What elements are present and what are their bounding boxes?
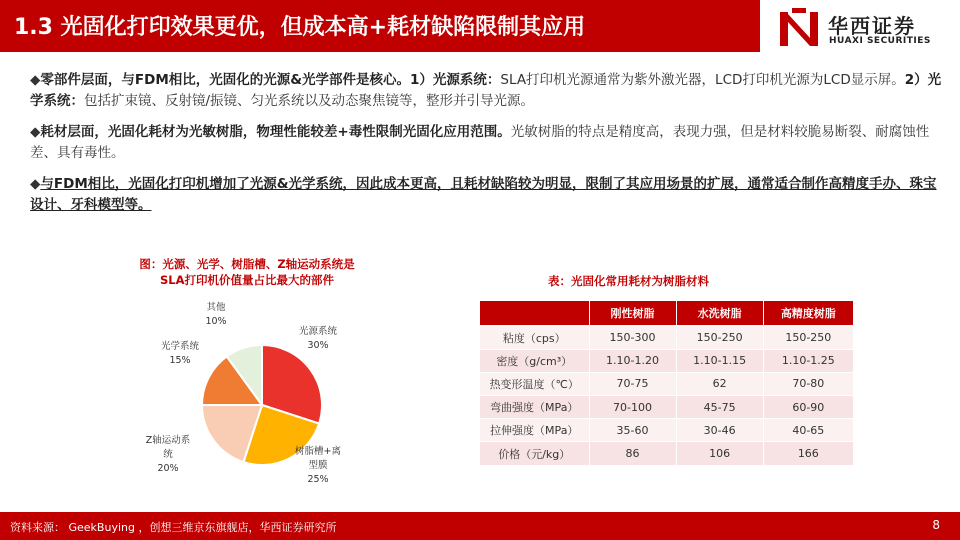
bullet-text: 光敏树脂的特点是精度高，表现力强，但是材料较脆易断裂、耐腐蚀性差、具有毒性。 [30,124,930,161]
table-cell: 30-46 [676,419,763,442]
bullet-text: SLA打印机光源通常为紫外激光器，LCD打印机光源为LCD显示屏。 [500,72,905,88]
table-row [480,372,854,395]
table-header-corner [480,301,589,326]
table-row [480,419,854,442]
table-cell: 70-80 [763,372,853,395]
table-cell: 106 [676,442,763,465]
table-cell: 150-300 [589,326,676,349]
bullet-components [30,70,948,112]
company-logo [778,8,958,52]
pie-chart [0,290,420,500]
footer-bar [0,512,960,540]
logo-chinese-name: 华西证券 [828,14,916,38]
bullet-text: 包括扩束镜、反射镜/振镜、匀光系统以及动态聚焦镜等，整形并引导光源。 [84,93,535,109]
bullet-conclusion [30,174,948,216]
table-cell: 40-65 [763,419,853,442]
materials-table [480,301,854,466]
page-title: 1.3 光固化打印效果更优，但成本高+耗材缺陷限制其应用 [14,15,586,40]
table-header-cell: 高精度树脂 [763,301,853,326]
pie-slice-label: Z轴运动系 [145,435,191,446]
figure-title-line1: 图：光源、光学、树脂槽、Z轴运动系统是 [139,257,355,271]
title-bar [0,0,760,52]
pie-slice-percent: 10% [205,316,227,327]
page-number: 8 [932,518,940,532]
table-header-row [480,301,854,326]
table-row [480,442,854,465]
table-row [480,326,854,349]
pie-slice-label: 光学系统 [160,341,200,352]
table-cell: 35-60 [589,419,676,442]
pie-slice-label: 其他 [206,302,226,313]
table-row-label: 价格（元/kg） [480,442,589,465]
pie-slice-label: 型膜 [308,460,328,471]
table-cell: 45-75 [676,396,763,419]
table-cell: 150-250 [763,326,853,349]
table-cell: 86 [589,442,676,465]
bullet-bold-text: 耗材层面，光固化耗材为光敏树脂，物理性能较差+毒性限制光固化应用范围。 [40,124,511,140]
bullet-materials [30,122,948,164]
table-cell: 166 [763,442,853,465]
huaxi-logo-icon [778,8,820,48]
pie-slice-percent: 20% [157,463,179,474]
bullet-bold-text: 零部件层面，与FDM相比，光固化的光源&光学部件是核心。1）光源系统： [40,72,501,88]
table-cell: 1.10-1.15 [676,349,763,372]
table-header-cell: 水洗树脂 [676,301,763,326]
source-note: 资料来源： GeekBuying ，创想三维京东旗舰店，华西证券研究所 [10,521,337,534]
table-title: 表：光固化常用耗材为树脂材料 [548,274,709,288]
table-cell: 1.10-1.25 [763,349,853,372]
figure-title-line2: SLA打印机价值量占比最大的部件 [159,273,334,287]
table-cell: 1.10-1.20 [589,349,676,372]
bullet-marker: ◆ [30,176,41,192]
table-cell: 60-90 [763,396,853,419]
table-row-label: 热变形温度（℃） [480,372,589,395]
figure-title [112,256,382,288]
table-row [480,349,854,372]
table-row-label: 密度（g/cm³） [480,349,589,372]
pie-slice-label: 统 [163,449,173,460]
table-row-label: 弯曲强度（MPa） [480,396,589,419]
pie-slice-percent: 25% [307,474,329,485]
table-row-label: 拉伸强度（MPa） [480,419,589,442]
table-row [480,396,854,419]
table-cell: 150-250 [676,326,763,349]
bullet-marker: ◆ [30,124,41,140]
bullet-list [30,70,948,226]
table-cell: 62 [676,372,763,395]
table-header-cell: 刚性树脂 [589,301,676,326]
pie-slice-label: 光源系统 [298,326,338,337]
bullet-marker: ◆ [30,72,41,88]
pie-slice-percent: 15% [169,355,191,366]
bullet-bold-text: 2）光学系统： [30,72,942,109]
logo-english-name: HUAXI SECURITIES [829,36,931,46]
table-cell: 70-100 [589,396,676,419]
bullet-bold-underline-text: 与FDM相比，光固化打印机增加了光源&光学系统，因此成本更高，且耗材缺陷较为明显，限制了其应用场景的扩展，通常适合制作高精度手办、珠宝设计、牙科模型等。 [30,176,937,213]
pie-slice-label: 树脂槽+离 [295,446,341,457]
table-cell: 70-75 [589,372,676,395]
pie-slice-percent: 30% [307,340,329,351]
table-row-label: 粘度（cps） [480,326,589,349]
